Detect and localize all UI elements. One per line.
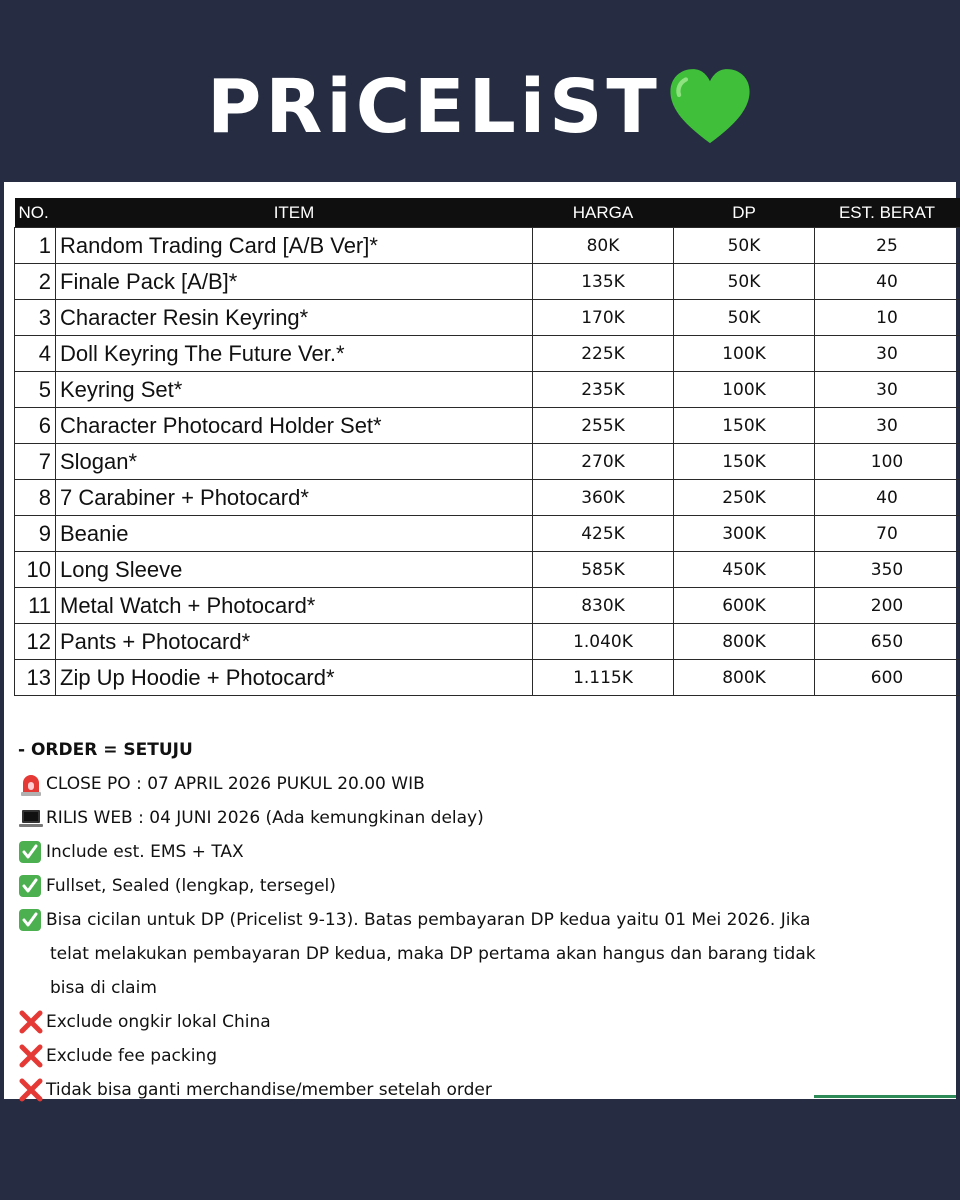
dp-value: 800K (674, 624, 815, 660)
berat-value: 350 (815, 552, 960, 588)
decorative-divider (814, 1095, 956, 1098)
berat-value: 30 (815, 408, 960, 444)
header (0, 52, 960, 162)
item-name: Keyring Set* (56, 372, 533, 408)
cross-mark-icon (18, 1044, 44, 1068)
item-name: 7 Carabiner + Photocard* (56, 480, 533, 516)
fullset-note (18, 869, 948, 903)
pricelist-table (14, 198, 960, 696)
item-name: Character Photocard Holder Set* (56, 408, 533, 444)
notes-section (18, 733, 948, 1107)
berat-value: 600 (815, 660, 960, 696)
dp-value: 50K (674, 228, 815, 264)
table-row (15, 588, 960, 624)
order-note: - ORDER = SETUJU (18, 740, 193, 760)
green-heart-icon (667, 67, 753, 147)
row-number: 13 (15, 660, 56, 696)
item-name: Metal Watch + Photocard* (56, 588, 533, 624)
dp-value: 150K (674, 444, 815, 480)
dp-value: 100K (674, 336, 815, 372)
harga-value: 360K (533, 480, 674, 516)
item-name: Beanie (56, 516, 533, 552)
table-header-row (15, 198, 960, 228)
cross-mark-icon (18, 1010, 44, 1034)
row-number: 4 (15, 336, 56, 372)
item-name: Doll Keyring The Future Ver.* (56, 336, 533, 372)
tidak-ganti-text: Tidak bisa ganti merchandise/member setelah order (46, 1080, 492, 1100)
row-number: 3 (15, 300, 56, 336)
item-name: Zip Up Hoodie + Photocard* (56, 660, 533, 696)
berat-value: 650 (815, 624, 960, 660)
harga-value: 425K (533, 516, 674, 552)
berat-value: 25 (815, 228, 960, 264)
harga-value: 270K (533, 444, 674, 480)
harga-value: 1.040K (533, 624, 674, 660)
item-name: Character Resin Keyring* (56, 300, 533, 336)
dp-value: 50K (674, 300, 815, 336)
check-mark-icon (18, 908, 44, 932)
pricelist-sheet (4, 182, 956, 1099)
harga-value: 1.115K (533, 660, 674, 696)
berat-value: 30 (815, 372, 960, 408)
dp-value: 150K (674, 408, 815, 444)
dp-value: 300K (674, 516, 815, 552)
item-name: Slogan* (56, 444, 533, 480)
table-row (15, 624, 960, 660)
include-note (18, 835, 948, 869)
table-row (15, 372, 960, 408)
cross-mark-icon (18, 1078, 44, 1102)
row-number: 6 (15, 408, 56, 444)
rilis-text: RILIS WEB : 04 JUNI 2026 (Ada kemungkinan delay) (46, 808, 484, 828)
item-name: Finale Pack [A/B]* (56, 264, 533, 300)
page-title: PRiCELiST (207, 64, 661, 150)
row-number: 10 (15, 552, 56, 588)
exclude-ongkir-note (18, 1005, 948, 1039)
cicilan-text-line-3: bisa di claim (50, 978, 157, 998)
check-mark-icon (18, 840, 44, 864)
harga-value: 80K (533, 228, 674, 264)
dp-value: 450K (674, 552, 815, 588)
berat-value: 30 (815, 336, 960, 372)
row-number: 11 (15, 588, 56, 624)
table-row (15, 228, 960, 264)
berat-value: 40 (815, 264, 960, 300)
table-row (15, 408, 960, 444)
item-name: Random Trading Card [A/B Ver]* (56, 228, 533, 264)
dp-value: 600K (674, 588, 815, 624)
berat-value: 70 (815, 516, 960, 552)
cicilan-note (18, 903, 948, 937)
tidak-ganti-note (18, 1073, 948, 1107)
harga-value: 585K (533, 552, 674, 588)
cicilan-text-line-2: telat melakukan pembayaran DP kedua, maka DP pertama akan hangus dan barang tidak (50, 944, 816, 964)
table-row (15, 516, 960, 552)
column-header-item: ITEM (56, 198, 533, 228)
dp-value: 800K (674, 660, 815, 696)
column-header-no: NO. (15, 198, 56, 228)
table-row (15, 660, 960, 696)
harga-value: 225K (533, 336, 674, 372)
row-number: 2 (15, 264, 56, 300)
harga-value: 255K (533, 408, 674, 444)
exclude-fee-text: Exclude fee packing (46, 1046, 217, 1066)
row-number: 9 (15, 516, 56, 552)
table-row (15, 336, 960, 372)
laptop-icon (18, 806, 44, 830)
row-number: 7 (15, 444, 56, 480)
table-row (15, 264, 960, 300)
harga-value: 235K (533, 372, 674, 408)
berat-value: 10 (815, 300, 960, 336)
exclude-fee-note (18, 1039, 948, 1073)
harga-value: 170K (533, 300, 674, 336)
row-number: 1 (15, 228, 56, 264)
cicilan-text-line-1: Bisa cicilan untuk DP (Pricelist 9-13). Batas pembayaran DP kedua yaitu 01 Mei 2026. Jika (46, 910, 811, 930)
siren-icon (18, 772, 44, 796)
check-mark-icon (18, 874, 44, 898)
berat-value: 40 (815, 480, 960, 516)
fullset-text: Fullset, Sealed (lengkap, tersegel) (46, 876, 336, 896)
exclude-ongkir-text: Exclude ongkir lokal China (46, 1012, 271, 1032)
close-po-note (18, 767, 948, 801)
berat-value: 100 (815, 444, 960, 480)
column-header-berat: EST. BERAT (815, 198, 960, 228)
rilis-note (18, 801, 948, 835)
include-text: Include est. EMS + TAX (46, 842, 244, 862)
table-row (15, 480, 960, 516)
row-number: 5 (15, 372, 56, 408)
table-row (15, 444, 960, 480)
column-header-dp: DP (674, 198, 815, 228)
column-header-harga: HARGA (533, 198, 674, 228)
table-row (15, 552, 960, 588)
item-name: Long Sleeve (56, 552, 533, 588)
dp-value: 50K (674, 264, 815, 300)
berat-value: 200 (815, 588, 960, 624)
harga-value: 135K (533, 264, 674, 300)
dp-value: 100K (674, 372, 815, 408)
item-name: Pants + Photocard* (56, 624, 533, 660)
row-number: 12 (15, 624, 56, 660)
close-po-text: CLOSE PO : 07 APRIL 2026 PUKUL 20.00 WIB (46, 774, 425, 794)
dp-value: 250K (674, 480, 815, 516)
table-row (15, 300, 960, 336)
row-number: 8 (15, 480, 56, 516)
harga-value: 830K (533, 588, 674, 624)
